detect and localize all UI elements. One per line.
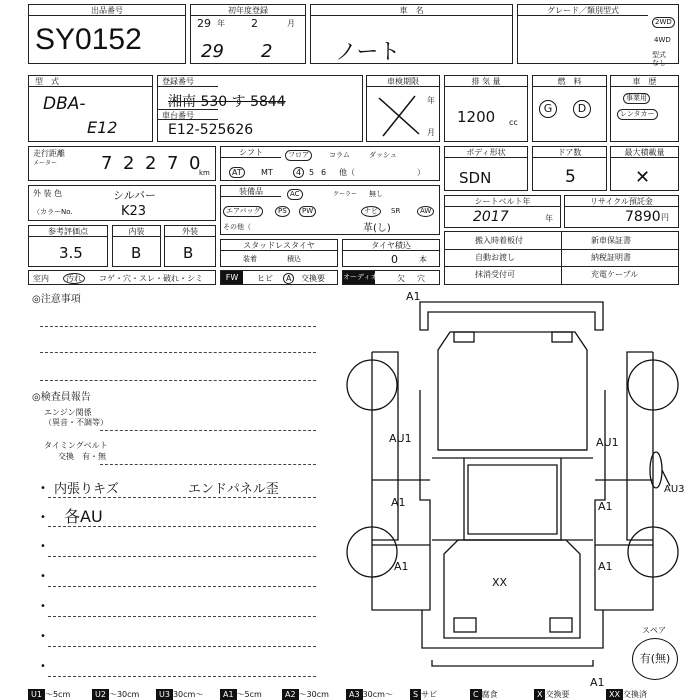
legend-c: C 腐食 — [470, 689, 498, 700]
drive-options — [650, 17, 678, 67]
equipment-label: 装備品 — [221, 186, 281, 197]
remark-line-6 — [48, 646, 316, 647]
timing-line — [100, 464, 316, 465]
displacement-unit: cc — [509, 118, 518, 127]
options-divider-h1 — [445, 249, 678, 250]
mileage-sub-label: メーター — [33, 160, 58, 167]
type-label: 型 式 — [29, 76, 152, 87]
fw-box — [220, 270, 338, 285]
inspection-month-unit: 月 — [427, 128, 435, 137]
doors-label: ドア数 — [533, 147, 606, 158]
doors-value: 5 — [565, 167, 576, 187]
fuel-g-option: G — [539, 100, 557, 118]
legend-u1: U1 ～5cm — [28, 689, 70, 700]
mileage-label: 走行距離 — [33, 149, 65, 158]
capacity-box — [610, 146, 679, 191]
capacity-value: ✕ — [635, 167, 651, 188]
engine-sub-label: （異音・不調等） — [44, 418, 108, 427]
remark-line-1 — [48, 497, 316, 498]
shift-mode-5: 5 — [309, 168, 315, 177]
exterior-grade-box — [164, 225, 216, 267]
equip-other-label: その他（ — [223, 223, 251, 231]
drive-option-none: 型式なし — [652, 51, 666, 67]
notes-line-2 — [40, 352, 316, 353]
fuel-label: 燃 料 — [533, 76, 606, 87]
mileage-digit-4: 7 — [167, 153, 179, 174]
option-auto-handover: 自動お渡し — [475, 253, 515, 262]
recycle-value: 7890 — [625, 209, 661, 225]
interior-state-damage: コゲ・穴・スレ・破れ・シミ — [99, 274, 203, 283]
mileage-box — [28, 146, 216, 181]
shift-box — [220, 146, 440, 181]
equipment-box — [220, 185, 440, 235]
exterior-grade-label: 外装 — [165, 226, 215, 237]
first-registration-label: 初年度登録 — [191, 5, 305, 16]
legend-a2: A2 ～30cm — [282, 689, 329, 700]
body-type-value: SDN — [459, 169, 492, 187]
history-label: 車 歴 — [611, 76, 678, 87]
studless-box — [220, 239, 338, 267]
remark-bullet-3: • — [40, 541, 46, 552]
inspection-label: 車検期限 — [367, 76, 439, 87]
history-option-rental: レンタカー — [617, 109, 658, 120]
remark-bullet-6: • — [40, 631, 46, 642]
option-delivery-plate: 搬入時着板付 — [475, 236, 523, 245]
interior-grade-box — [112, 225, 161, 267]
score-label: 参考評価点 — [29, 226, 107, 237]
shift-mode-other: 他（ — [339, 168, 355, 177]
displacement-box — [444, 75, 528, 142]
seatbelt-box — [444, 195, 561, 228]
inspection-cross-mark — [375, 94, 425, 138]
fuel-box — [532, 75, 607, 142]
studless-label: スタッドレスタイヤ — [221, 240, 337, 251]
score-box — [28, 225, 108, 267]
shift-option-floor: フロア — [285, 150, 312, 161]
history-box — [610, 75, 679, 142]
interior-state-box — [28, 270, 216, 285]
shift-mode-at: AT — [229, 167, 245, 178]
grade-label: グレード／類別型式 — [518, 5, 648, 16]
remark-line-4 — [48, 586, 316, 587]
inspection-box — [366, 75, 440, 142]
first-reg-year-hw: 29 — [201, 41, 224, 62]
first-reg-month-hw: 2 — [261, 41, 273, 62]
audio-hole: 穴 — [417, 274, 425, 283]
mark-rear-left-a1: A1 — [394, 560, 409, 573]
audio-missing: 欠 — [397, 274, 405, 283]
mark-right-au1: AU1 — [596, 436, 619, 449]
fw-label: FW — [221, 271, 243, 284]
audio-box — [342, 270, 440, 285]
type-value-1: DBA- — [43, 94, 86, 114]
options-divider-h2 — [445, 266, 678, 267]
interior-state-dirty: 汚れ — [63, 273, 85, 284]
exterior-grade-value: B — [183, 244, 194, 262]
fw-a: A — [283, 273, 294, 284]
spare-value: 有(無) — [639, 652, 671, 665]
mark-rear-right-a1: A1 — [598, 560, 613, 573]
displacement-value: 1200 — [457, 108, 496, 126]
doors-box — [532, 146, 607, 191]
chassis-label: 車台番号 — [158, 109, 218, 120]
recycle-unit: 円 — [661, 213, 669, 222]
fuel-d-option: D — [573, 100, 591, 118]
tire-load-unit: 本 — [419, 255, 427, 264]
model-name: ノート — [335, 40, 401, 65]
remark-bullet-2: • — [40, 512, 46, 523]
first-reg-era-printed: 29 — [197, 17, 211, 30]
color-box — [28, 185, 216, 221]
history-option-business: 事業用 — [623, 93, 650, 104]
equip-ac: AC — [287, 189, 303, 200]
remark-bullet-1: • — [40, 483, 46, 494]
body-type-label: ボディ形状 — [445, 147, 527, 158]
remark-bullet-5: • — [40, 601, 46, 612]
shift-option-dash: ダッシュ — [369, 151, 397, 159]
model-name-label: 車 名 — [311, 5, 512, 16]
studless-option-loaded: 積込 — [287, 255, 301, 263]
mileage-digit-2: 2 — [123, 153, 135, 174]
engine-line — [100, 430, 316, 431]
notes-heading: ◎注意事項 — [32, 294, 81, 305]
spare-circle — [632, 638, 678, 680]
fw-crack: ヒビ — [257, 274, 273, 283]
options-box — [444, 231, 679, 285]
mileage-digit-5: 0 — [189, 153, 201, 174]
shift-label: シフト — [221, 147, 281, 158]
lot-number-box — [28, 4, 186, 64]
fw-replace: 交換要 — [301, 274, 325, 283]
remark-line-3 — [48, 556, 316, 557]
equip-navi: ナビ — [361, 206, 381, 217]
interior-grade-label: 内装 — [113, 226, 160, 237]
mileage-digit-1: 7 — [101, 153, 113, 174]
equip-sr: SR — [391, 207, 401, 215]
color-no-label: （カラーNo. — [33, 208, 73, 216]
mark-bottom-a1: A1 — [590, 676, 605, 689]
inspection-year-unit: 年 — [427, 96, 435, 105]
registration-box — [157, 75, 363, 142]
tire-load-box — [342, 239, 440, 267]
seatbelt-label: シートベルト年 — [445, 196, 560, 207]
timing-exchange: 交換 有・無 — [58, 452, 106, 461]
option-tax-certificate: 納税証明書 — [591, 253, 631, 262]
equip-other-value: 革(し) — [363, 223, 391, 234]
option-charging-cable: 充電ケーブル — [591, 270, 639, 279]
shift-mode-4: 4 — [293, 167, 304, 178]
shift-mode-6: 6 — [321, 168, 327, 177]
spare-label: スペア — [642, 626, 666, 635]
model-name-box — [310, 4, 513, 64]
color-value: シルバー — [113, 189, 156, 202]
timing-label: タイミングベルト — [44, 441, 108, 450]
interior-grade-value: B — [131, 244, 142, 262]
equip-pw: PW — [299, 206, 316, 217]
first-reg-month-printed: 2 — [251, 17, 258, 30]
color-no-value: K23 — [121, 204, 147, 219]
legend-a1: A1 ～5cm — [220, 689, 262, 700]
shift-mode-mt: MT — [261, 168, 273, 177]
audio-label: オーディオ — [343, 271, 375, 284]
studless-option-fitted: 装着 — [243, 255, 257, 263]
remark-bullet-4: • — [40, 571, 46, 582]
type-value-2: E12 — [87, 118, 118, 137]
seatbelt-unit: 年 — [545, 214, 553, 223]
option-warranty: 新車保証書 — [591, 236, 631, 245]
mark-left-au1: AU1 — [389, 432, 412, 445]
mark-right-au3: AU3 — [664, 484, 685, 495]
tire-load-value: 0 — [391, 253, 398, 266]
tire-load-label: タイヤ積込 — [343, 240, 439, 251]
drive-option-2wd: 2WD — [652, 17, 680, 28]
seatbelt-value: 2017 — [473, 209, 509, 225]
legend-u2: U2 ～30cm — [92, 689, 139, 700]
type-box — [28, 75, 153, 142]
mark-right-a1: A1 — [598, 500, 613, 513]
score-value: 3.5 — [59, 244, 83, 262]
drive-option-4wd: 4WD — [654, 36, 671, 44]
remark-line-2 — [48, 526, 316, 527]
mark-left-a1: A1 — [391, 496, 406, 509]
remark-line-7 — [48, 676, 316, 677]
option-deregistration: 抹消受付可 — [475, 270, 515, 279]
equip-airbag: エアバッグ — [223, 206, 263, 217]
recycle-label: リサイクル預託金 — [565, 196, 678, 207]
chassis-value: E12-525626 — [168, 122, 254, 138]
legend-x: X 交換要 — [534, 689, 569, 700]
mileage-unit: km — [199, 169, 210, 177]
notes-line-1 — [40, 326, 316, 327]
remark-1b: エンドパネル歪 — [188, 482, 279, 497]
lot-number-label: 出品番号 — [29, 5, 185, 16]
shift-mode-other-close: ） — [417, 168, 425, 177]
registration-value: 湘南 530 す 5844 — [168, 94, 286, 110]
legend-s: S サビ — [410, 689, 437, 700]
engine-label: エンジン関係 — [44, 408, 92, 417]
equip-none: 無し — [369, 190, 383, 198]
mark-front-a1: A1 — [406, 290, 421, 303]
first-registration-box — [190, 4, 306, 64]
interior-state-label: 室内 — [33, 274, 49, 283]
equip-cooler: クーラー — [333, 191, 358, 198]
capacity-label: 最大積載量 — [611, 147, 678, 158]
car-diagram — [340, 290, 685, 688]
remark-line-5 — [48, 616, 316, 617]
remark-2: 各AU — [64, 507, 103, 526]
lot-number: SY0152 — [35, 23, 142, 56]
legend-xx: XX 交換済 — [606, 689, 647, 700]
grade-box — [517, 4, 679, 67]
color-label: 外 装 色 — [33, 189, 63, 198]
registration-label: 登録番号 — [158, 76, 218, 87]
first-reg-year-unit: 年 — [217, 19, 225, 28]
inspector-heading: ◎検査員報告 — [32, 392, 91, 403]
remark-bullet-7: • — [40, 661, 46, 672]
recycle-box — [564, 195, 679, 228]
first-reg-month-unit: 月 — [287, 19, 295, 28]
equip-ps: PS — [275, 206, 290, 217]
body-type-box — [444, 146, 528, 191]
legend-a3: A3 30cm～ — [346, 689, 393, 700]
shift-option-column: コラム — [329, 151, 350, 159]
legend-u3: U3 30cm～ — [156, 689, 203, 700]
notes-line-3 — [40, 380, 316, 381]
displacement-label: 排 気 量 — [445, 76, 527, 87]
mark-rear-xx: XX — [492, 576, 508, 589]
options-divider-v — [561, 232, 562, 284]
remark-1a: 内張りキズ — [54, 482, 119, 497]
mileage-digit-3: 2 — [145, 153, 157, 174]
equip-aw: AW — [417, 206, 434, 217]
